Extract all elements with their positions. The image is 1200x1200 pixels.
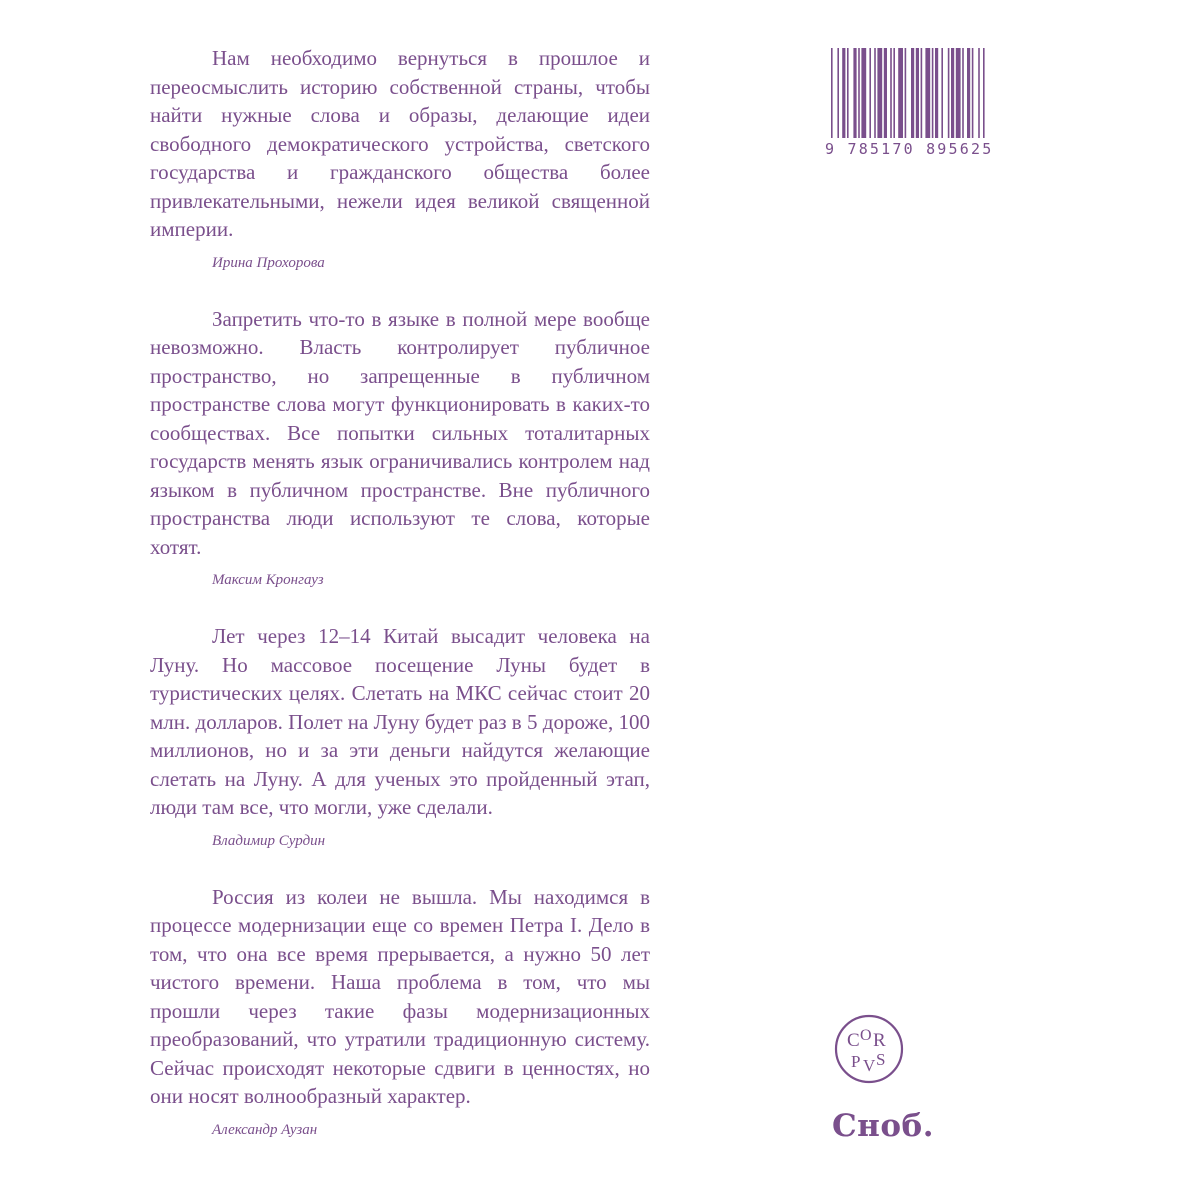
quote-text: Нам необходимо вернуться в прошлое и переосмыслить историю собственной страны, чтобы найти нужные слова и образы, делающие идеи свободного демократического устройства, светского государства и гражданского общества более привлекательными, нежели идея великой священной империи. — [150, 46, 650, 241]
barcode-bar — [972, 48, 974, 138]
barcode-bar — [893, 48, 895, 138]
barcode-bar — [956, 48, 961, 138]
barcode-bar — [890, 48, 892, 138]
svg-text:S: S — [876, 1050, 886, 1069]
quote-author: Ирина Прохорова — [212, 254, 325, 271]
quote-author: Владимир Сурдин — [212, 832, 326, 849]
svg-text:C: C — [847, 1030, 860, 1051]
quote-block — [150, 44, 650, 273]
barcode-bar — [911, 48, 914, 138]
barcode-bar — [858, 48, 860, 138]
barcode-bars — [825, 48, 1035, 138]
barcode-bar — [925, 48, 930, 138]
quote-block — [150, 305, 650, 591]
barcode-bar — [861, 48, 866, 138]
quote-text: Лет через 12–14 Китай высадит человека на Луну. Но массовое посещение Луны будет в туристических целях. Слетать на МКС сейчас стоит 20 млн. долларов. Полет на Луну будет раз в 5 дороже, 100 миллионов, но и за эти деньги найдутся желающие слетать на Луну. А для ученых это пройденный этап, люди там все, что могли, уже сделали. — [150, 624, 650, 819]
barcode-bar — [869, 48, 871, 138]
barcode-bar — [905, 48, 907, 138]
quote-block — [150, 622, 650, 851]
barcode-bar — [916, 48, 919, 138]
barcode-bar — [935, 48, 938, 138]
barcode-bar — [978, 48, 980, 138]
quote-author: Александр Аузан — [212, 1121, 318, 1138]
svg-text:R: R — [873, 1030, 886, 1051]
barcode-bar — [983, 48, 985, 138]
svg-text:V: V — [863, 1056, 876, 1075]
barcode-bar — [842, 48, 845, 138]
barcode-bar — [898, 48, 903, 138]
quote-text: Россия из колеи не вышла. Мы находимся в процессе модернизации еще со времен Петра I. Дело в том, что она все время прерывается, а нужно 50 лет чистого времени. Наша проблема в том, что мы прошли через такие фазы модернизационных преобразований, что утратили традиционную систему. Сейчас происходят некоторые сдвиги в ценностях, но они носят волнообразный характер. — [150, 884, 650, 1108]
barcode-bar — [941, 48, 943, 138]
barcode-bar — [837, 48, 839, 138]
barcode-bar — [831, 48, 833, 138]
svg-text:O: O — [860, 1027, 872, 1044]
barcode-bar — [951, 48, 954, 138]
barcode-bar — [877, 48, 882, 138]
barcode-bar — [948, 48, 950, 138]
barcode-bar — [884, 48, 887, 138]
quote-author: Максим Кронгауз — [212, 572, 324, 588]
snob-logo: Сноб. — [832, 1108, 935, 1144]
quote-text: Запретить что-то в языке в полной мере вообще невозможно. Власть контролирует публичное пространство, но запрещенные в публичном пространстве слова могут функционировать в каких-то сообществах. Все попытки сильных тоталитарных государств менять язык ограничивались контролем над языком в публичном пространстве. Вне публичного пространства люди используют те слова, которые хотят. — [150, 306, 650, 559]
corpus-logo — [833, 1013, 905, 1085]
barcode-bar — [962, 48, 964, 138]
corpus-logo-mark — [833, 1013, 905, 1085]
barcode-bar — [967, 48, 970, 138]
barcode-bar — [874, 48, 876, 138]
barcode-bar — [932, 48, 934, 138]
svg-text:P: P — [851, 1052, 861, 1071]
barcode-bar — [847, 48, 849, 138]
isbn-digits: 9 785170 895625 — [825, 140, 994, 158]
barcode-bar — [921, 48, 923, 138]
barcode-bar — [853, 48, 856, 138]
quotes-column — [150, 44, 650, 1172]
quote-block — [150, 883, 650, 1140]
